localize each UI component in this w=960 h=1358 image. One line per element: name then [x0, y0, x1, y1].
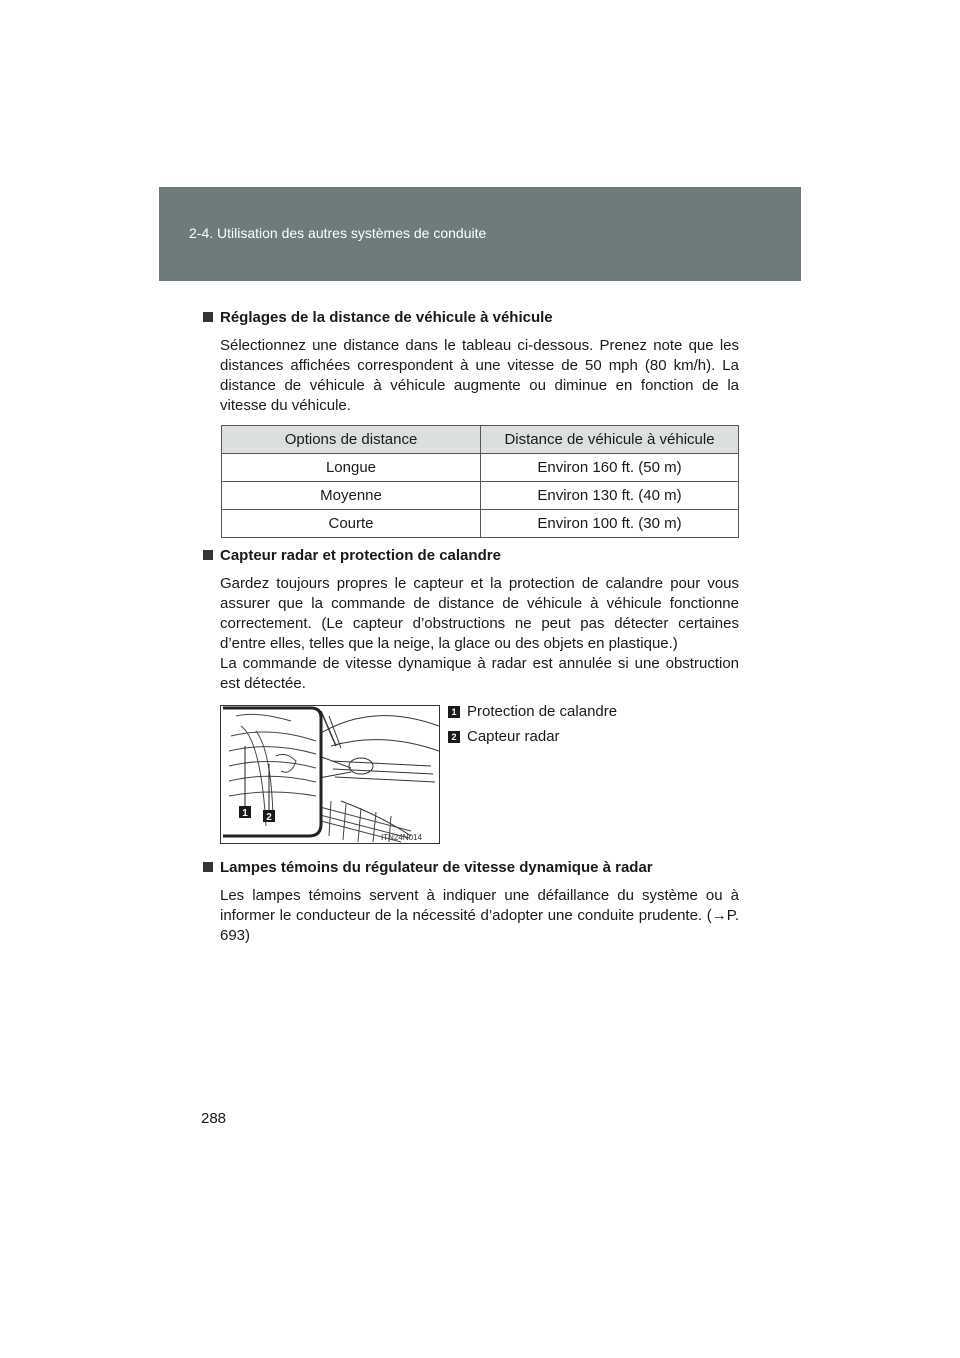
table-cell: Environ 100 ft. (30 m) [481, 510, 739, 538]
square-bullet-icon [203, 550, 213, 560]
grille-illustration [220, 705, 440, 844]
section-radar-sensor [203, 546, 739, 694]
section-heading: Réglages de la distance de véhicule à véhicule [203, 308, 739, 328]
legend-label: Protection de calandre [467, 703, 618, 720]
table-cell: Moyenne [222, 482, 481, 510]
table-cell: Environ 130 ft. (40 m) [481, 482, 739, 510]
paragraph: Les lampes témoins servent à indiquer une défaillance du système ou à informer le conducteur de la nécessité d’adopter une conduite prudente. (→P. 693) [220, 887, 739, 944]
column-header: Options de distance [222, 426, 481, 454]
section-distance-settings [203, 308, 739, 416]
table-header-row [222, 426, 739, 454]
table-row [222, 510, 739, 538]
section-heading: Capteur radar et protection de calandre [203, 546, 739, 566]
callout-2-number: 2 [266, 812, 272, 823]
callout-number-badge: 1 [448, 706, 460, 718]
table-cell: Longue [222, 454, 481, 482]
figure-code: ITN24N014 [381, 833, 422, 842]
legend-label: Capteur radar [467, 728, 560, 745]
table-cell: Courte [222, 510, 481, 538]
paragraph: La commande de vitesse dynamique à radar est annulée si une obstruction est détectée. [220, 655, 739, 692]
section-header [159, 187, 801, 281]
car-front-drawing [221, 706, 439, 843]
legend-item-radar-sensor [448, 728, 560, 745]
column-header: Distance de véhicule à véhicule [481, 426, 739, 454]
table-cell: Environ 160 ft. (50 m) [481, 454, 739, 482]
callout-number-badge: 2 [448, 731, 460, 743]
distance-table [221, 425, 739, 538]
paragraph: Sélectionnez une distance dans le tableau ci-dessous. Prenez note que les distances affichées correspondent à une vitesse de 50 mph (80 km/h). La distance de véhicule à véhicule augmente ou diminue en fonction de la vitesse du véhicule. [220, 337, 739, 414]
section-title: 2-4. Utilisation des autres systèmes de conduite [189, 225, 487, 241]
table-row [222, 454, 739, 482]
section-warning-lamps [203, 858, 739, 946]
page-number: 288 [201, 1110, 227, 1127]
paragraph: Gardez toujours propres le capteur et la protection de calandre pour vous assurer que la commande de distance de véhicule à véhicule fonctionne correctement. (Le capteur d’obstructions ne peut pas détecter certaines d’entre elles, telles que la neige, la glace ou des objets en plastique.) [220, 575, 739, 652]
section-heading: Lampes témoins du régulateur de vitesse dynamique à radar [203, 858, 739, 878]
legend-item-grille-protection [448, 703, 617, 720]
callout-1-number: 1 [242, 808, 248, 819]
square-bullet-icon [203, 862, 213, 872]
square-bullet-icon [203, 312, 213, 322]
table-row [222, 482, 739, 510]
